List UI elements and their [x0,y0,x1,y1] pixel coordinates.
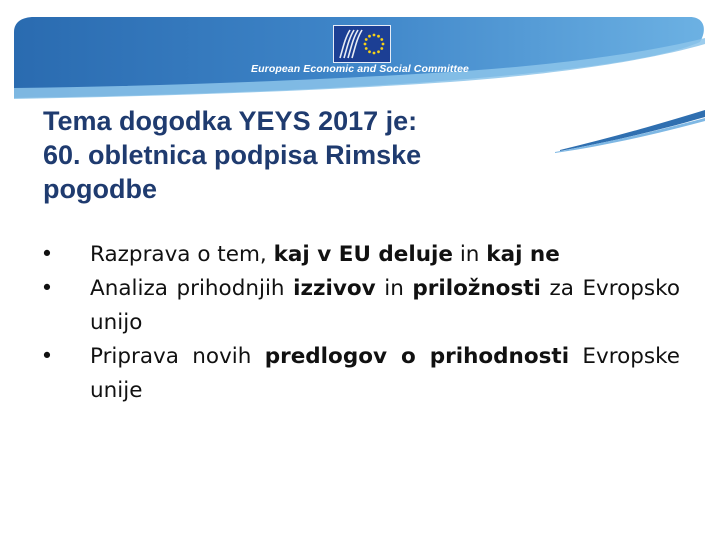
bullet-marker: • [40,344,54,369]
text-run: Razprava o tem, [90,242,274,267]
bullet-marker: • [40,276,54,301]
text-run: in [375,276,413,301]
text-run-bold: priložnosti [412,276,541,301]
slide-title [43,104,513,206]
bullet-text [90,272,680,340]
title-line-3: pogodbe [43,174,157,204]
bullet-item [40,272,680,340]
text-run-bold: kaj v EU deluje [273,242,453,267]
text-run: za Evropsko unijo [90,276,680,335]
bullet-text [90,238,680,272]
bullet-item [40,340,680,408]
text-run: Evropske unije [90,344,680,403]
text-run-bold: predlogov o prihodnosti [264,344,570,369]
text-run: Priprava novih [90,344,265,369]
eesc-logo [333,25,391,63]
bullet-marker: • [40,242,54,267]
bullet-text [90,340,680,408]
title-line-1: Tema dogodka YEYS 2017 je: [43,106,418,136]
text-run-bold: kaj ne [486,242,560,267]
bullet-item [40,238,680,272]
text-run-bold: izzivov [293,276,376,301]
title-line-2: 60. obletnica podpisa Rimske [43,140,422,170]
text-run: Analiza prihodnjih [90,276,294,301]
text-run: in [452,242,487,267]
bullet-list [40,238,680,408]
organization-name: European Economic and Social Committee [251,63,469,75]
